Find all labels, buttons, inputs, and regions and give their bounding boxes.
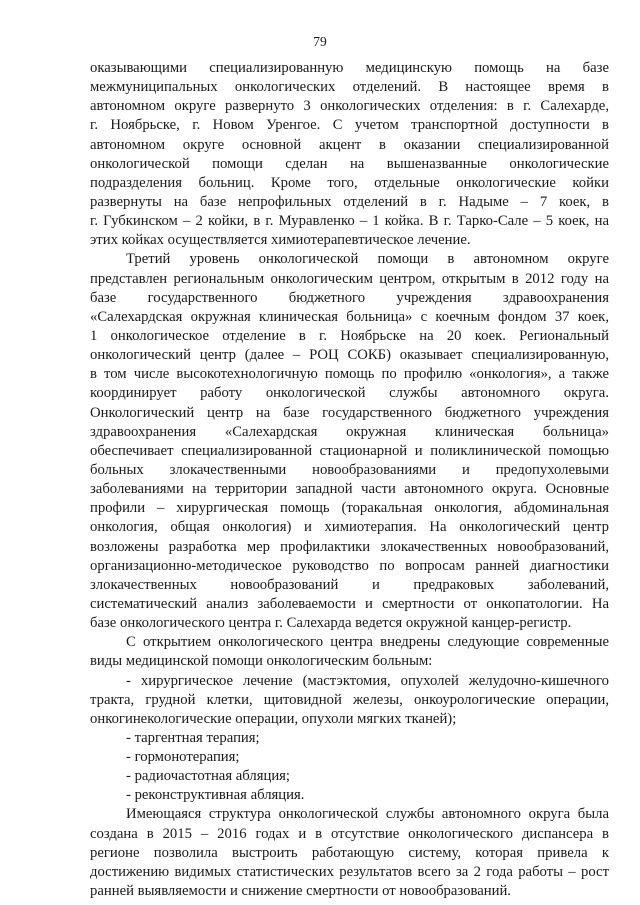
text-line: г. Ноябрьске, г. Новом Уренгое. С учетом транспортной доступности в (90, 117, 609, 134)
text-line: - радиочастотная абляция; (126, 768, 291, 785)
text-line: злокачественных новообразований и предраковых заболеваний, (90, 576, 609, 593)
text-line: обеспечивает специализированной стационарной и поликлинической помощью (90, 442, 609, 459)
text-line: здравоохранения «Салехардская окружная клиническая больница» (90, 423, 609, 440)
text-line: подразделения больниц. Кроме того, отдельные онкологические койки (90, 174, 609, 191)
text-line: развернуты на базе непрофильных отделений в г. Надыме – 7 коек, в (90, 193, 609, 210)
text-line: автономном округе развернуто 3 онкологических отделения: в г. Салехарде, (90, 98, 609, 115)
text-line: онкологический центр (далее – РОЦ СОКБ) оказывает специализированную, (90, 347, 609, 364)
text-line: Третий уровень онкологической помощи в автономном округе (126, 251, 609, 268)
text-line: базе онкологического центра г. Салехарда ведется окружной канцер-регистр. (90, 615, 572, 632)
text-line: 1 онкологическое отделение в г. Ноябрьске на 20 коек. Региональный (90, 327, 609, 344)
text-line: виды медицинской помощи онкологическим больным: (90, 653, 433, 670)
text-line: онкогинекологические операции, опухоли мягких тканей); (90, 710, 457, 727)
text-line: оказывающими специализированную медицинскую помощь на базе (90, 60, 609, 76)
text-line: организационно-методическое руководство по вопросам ранней диагностики (90, 557, 609, 574)
text-line: - реконструктивная абляция. (126, 787, 305, 804)
text-line: в том числе высокотехнологичную помощь по профилю «онкология», а также (90, 366, 609, 383)
text-line: базе государственного бюджетного учреждения здравоохранения (90, 289, 609, 306)
text-line: координирует работу онкологической службы автономного округа. (90, 385, 609, 402)
text-line: «Салехардская окружная клиническая больница» с коечным фондом 37 коек, (90, 308, 609, 325)
text-line: - хирургическое лечение (мастэктомия, опухолей желудочно-кишечного (126, 672, 609, 689)
text-line: систематический анализ заболеваемости и смертности от онкопатологии. На (90, 595, 609, 612)
text-line: возложены разработка мер профилактики злокачественных новообразований, (90, 538, 609, 555)
text-line: онкология, общая онкология) и химиотерапия. На онкологический центр (90, 519, 609, 536)
text-line: г. Губкинском – 2 койки, в г. Муравленко – 1 койка. В г. Тарко-Сале – 5 коек, на (90, 213, 609, 230)
page-number: 79 (313, 34, 327, 49)
text-line: - таргентная терапия; (126, 729, 260, 746)
text-line: онкологической помощи сделан на вышеназванные онкологические (90, 155, 609, 172)
text-line: достижению видимых статистических результатов всего за 2 года работы – рост (90, 863, 609, 880)
text-line: С открытием онкологического центра внедрены следующие современные (126, 634, 609, 651)
text-line: больных злокачественными новообразованиями и предопухолевыми (90, 461, 609, 478)
text-line: профили – хирургическая помощь (торакальная онкология, абдоминальная (90, 500, 609, 517)
text-line: межмуниципальных онкологических отделений. В настоящее время в (90, 79, 609, 96)
text-line: регионе позволила выстроить работающую систему, которая привела к (90, 844, 609, 861)
text-line: заболеваниями на территории западной части автономного округа. Основные (90, 481, 609, 498)
text-line: Имеющаяся структура онкологической службы автономного округа была (126, 806, 609, 823)
text-line: тракта, грудной клетки, щитовидной железы, онкоурологические операции, (90, 691, 609, 708)
text-line: создана в 2015 – 2016 годах и в отсутствие онкологического диспансера в (90, 825, 609, 842)
text-line: этих койках осуществляется химиотерапевтическое лечение. (90, 232, 471, 249)
text-line: Онкологический центр на базе государственного бюджетного учреждения (90, 404, 609, 421)
text-line: - гормонотерапия; (126, 749, 240, 766)
text-line: ранней выявляемости и снижение смертности от новообразований. (90, 883, 511, 900)
body-text (90, 59, 609, 901)
text-line: автономном округе основной акцент в оказании специализированной (90, 136, 609, 153)
text-line: представлен региональным онкологическим центром, открытым в 2012 году на (90, 270, 609, 287)
